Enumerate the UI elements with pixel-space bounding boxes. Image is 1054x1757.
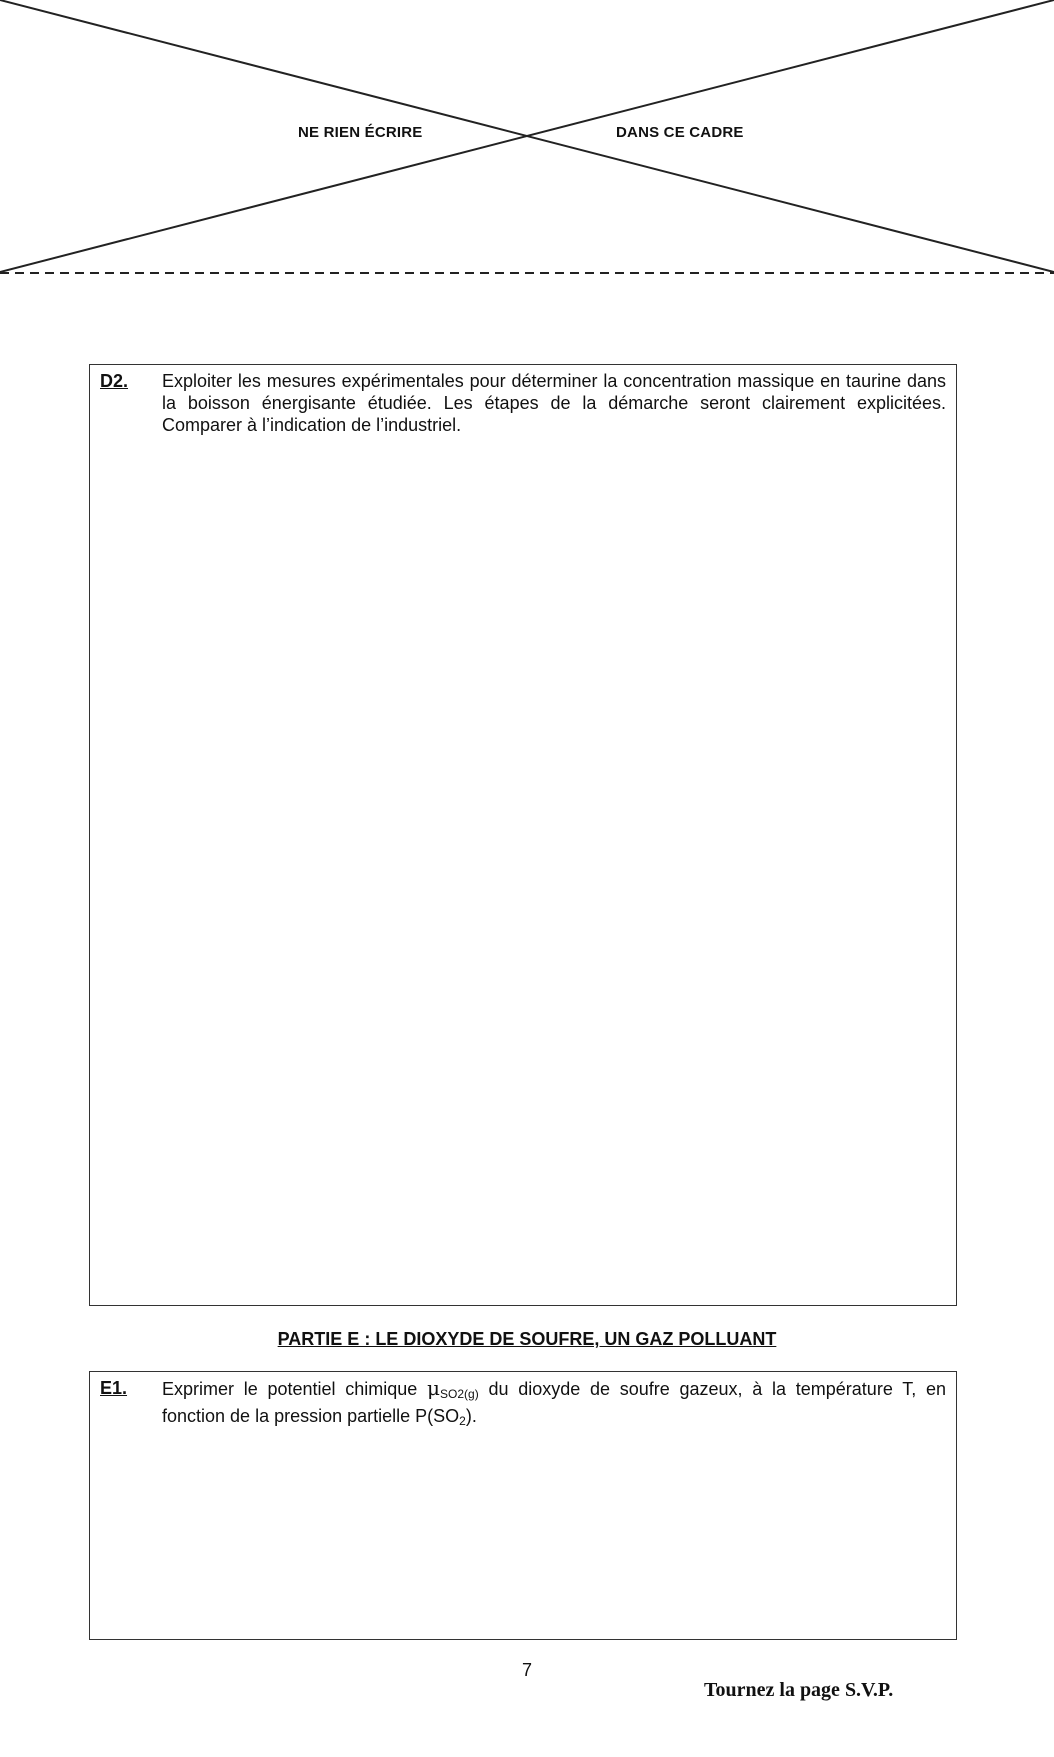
answer-box-d2[interactable] (89, 364, 957, 1306)
question-label-d2: D2. (100, 371, 129, 391)
turn-page-note: Tournez la page S.V.P. (704, 1679, 894, 1701)
question-text-e1-end: ). (465, 1406, 477, 1426)
section-title-partie-e: PARTIE E : LE DIOXYDE DE SOUFRE, UN GAZ POLLUANT (277, 1329, 777, 1349)
header-right-text: DANS CE CADRE (616, 124, 744, 141)
header-left-text: NE RIEN ÉCRIRE (298, 124, 423, 141)
question-label-e1: E1. (100, 1378, 128, 1398)
question-text-e1-start: Exprimer le potentiel chimique (162, 1379, 428, 1399)
question-text-e1 (162, 1377, 946, 1432)
mu-subscript: SO2(g) (440, 1387, 479, 1401)
mu-symbol: μ (427, 1376, 441, 1400)
no-write-zone (0, 0, 1054, 280)
answer-box-e1[interactable] (89, 1371, 957, 1640)
question-text-d2: Exploiter les mesures expérimentales pour déterminer la concentration massique en taurine dans la boisson énergisante étudiée. Les étapes de la démarche seront clairement explicitées. Comparer à l’indication de l’industriel. (162, 371, 946, 435)
page-number: 7 (521, 1660, 532, 1680)
question-text-e1-middle: du dioxyde de soufre gazeux, à la température T, en fonction de la pression partielle P(SO (162, 1379, 946, 1426)
so2-subscript: 2 (459, 1414, 466, 1428)
